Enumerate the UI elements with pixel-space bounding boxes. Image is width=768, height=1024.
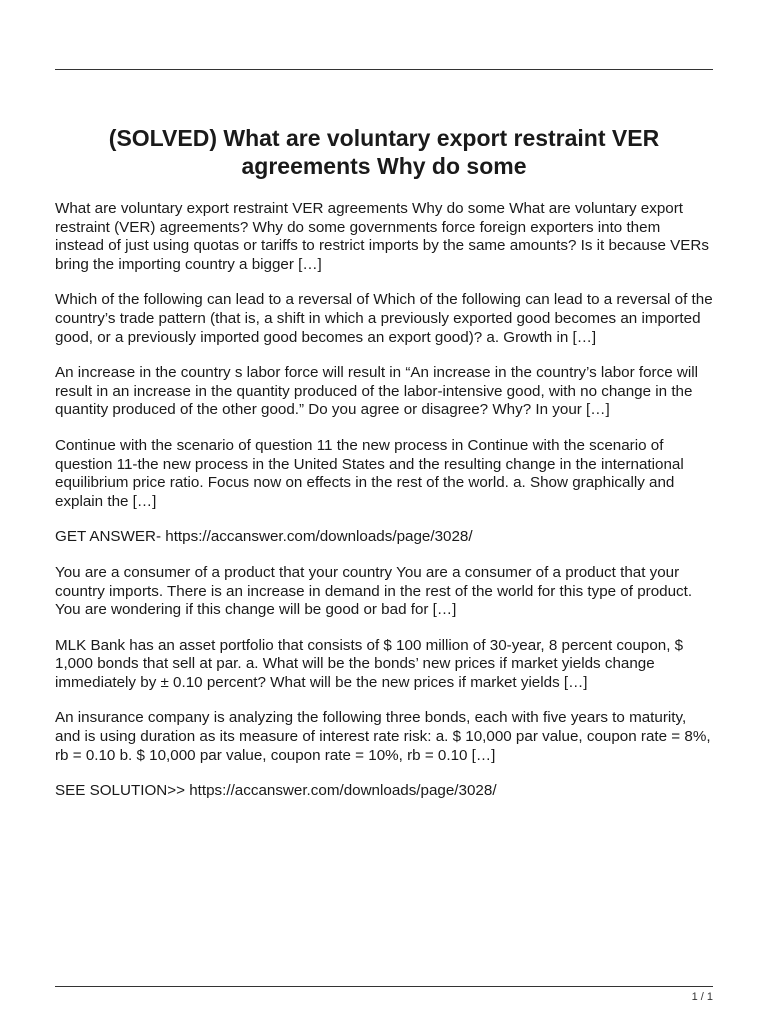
- get-answer-link[interactable]: https://accanswer.com/downloads/page/3028/: [165, 528, 473, 546]
- paragraph-insurance-bonds: An insurance company is analyzing the following three bonds, each with five years to maturity, and is using duration as its measure of interest rate risk: a. $ 10,000 par value, coupon rate = 8%, rb = 0.10 b. $ 10,000 par value, coupon rate = 10%, rb = 0.10 […]: [55, 709, 711, 764]
- paragraph-question-11: Continue with the scenario of question 11 the new process in Continue with the scenario of question 11-the new process in the United States and the resulting change in the international equilibrium price ratio. Focus now on effects in the rest of the world. a. Show graphically and explain the […]: [55, 436, 684, 510]
- footer-rule: [55, 986, 713, 987]
- paragraph-consumer-product: You are a consumer of a product that your country You are a consumer of a product that your country imports. There is an increase in demand in the rest of the world for this type of product. You are wondering if this change will be good or bad for […]: [55, 563, 693, 619]
- header-rule: [55, 69, 713, 70]
- see-solution-link[interactable]: https://accanswer.com/downloads/page/3028/: [189, 782, 497, 800]
- paragraph-mlk-bank: MLK Bank has an asset portfolio that consists of $ 100 million of 30-year, 8 percent coupon, $ 1,000 bonds that sell at par. a. What will be the bonds’ new prices if market yields change immediately by ± 0.10 percent? What will be the new prices if market yields […]: [55, 636, 684, 691]
- paragraph-labor-force: An increase in the country s labor force will result in “An increase in the country’s labor force will result in an increase in the quantity produced of the labor-intensive good, with no change in the quantity produced of the other good.” Do you agree or disagree? Why? In your […]: [55, 364, 698, 419]
- get-answer-line: [55, 528, 713, 547]
- get-answer-prefix: GET ANSWER-: [55, 528, 166, 546]
- see-solution-prefix: SEE SOLUTION>>: [55, 782, 190, 800]
- document-body: [55, 200, 713, 818]
- paragraph-ver-agreements: What are voluntary export restraint VER agreements Why do some What are voluntary export restraint (VER) agreements? Why do some governments force foreign exporters into them instead of just using quotas or tariffs to restrict imports by the same amounts? Is it because VERs bring the importing country a bigger […]: [55, 200, 709, 273]
- see-solution-line: [55, 782, 713, 801]
- paragraph-trade-reversal: Which of the following can lead to a reversal of Which of the following can lead to a reversal of the country’s trade pattern (that is, a shift in which a previously exported good becomes an imported good, or a previously imported good becomes an export good)? a. Growth in […]: [55, 291, 713, 346]
- page-title: (SOLVED) What are voluntary export restraint VER agreements Why do some: [108, 125, 660, 179]
- page-indicator: 1 / 1: [691, 991, 713, 1003]
